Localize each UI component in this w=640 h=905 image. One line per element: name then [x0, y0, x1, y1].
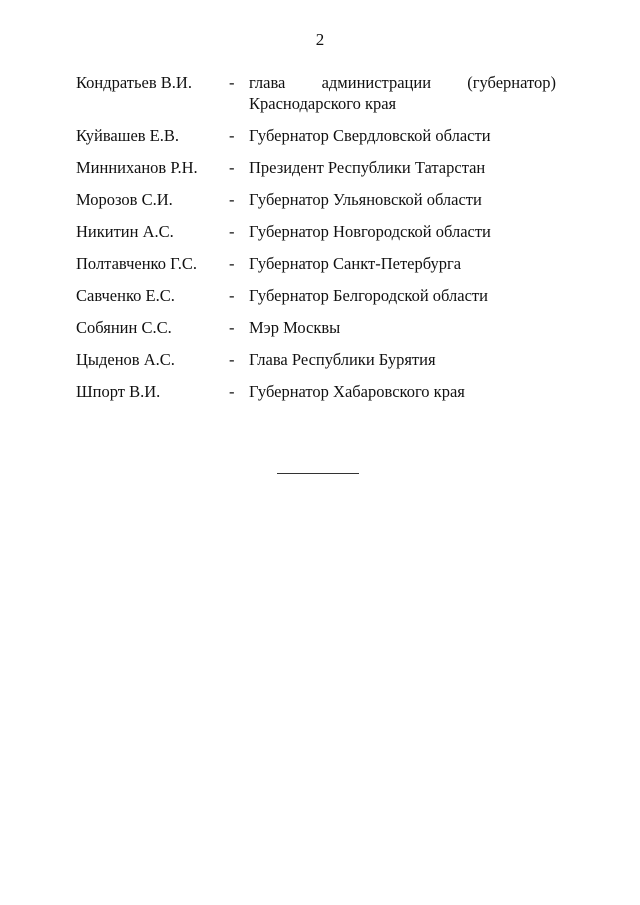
list-item: [0, 221, 640, 242]
separator-dash: -: [229, 382, 235, 401]
member-list: [0, 72, 640, 413]
separator-dash: -: [229, 286, 235, 305]
list-item: [0, 349, 640, 370]
member-name: Цыденов А.С.: [76, 350, 175, 369]
member-name: Минниханов Р.Н.: [76, 158, 198, 177]
member-title-line: Краснодарского края: [249, 94, 397, 113]
member-title: Губернатор Хабаровского края: [249, 382, 465, 401]
separator-dash: -: [229, 222, 235, 241]
member-name: Кондратьев В.И.: [76, 73, 192, 92]
member-title: Губернатор Ульяновской области: [249, 190, 482, 209]
member-name: Шпорт В.И.: [76, 382, 161, 401]
list-item: [0, 285, 640, 306]
member-title: Мэр Москвы: [249, 318, 341, 337]
separator-dash: -: [229, 254, 235, 273]
member-name: Собянин С.С.: [76, 318, 172, 337]
list-item: [0, 317, 640, 338]
member-name: Полтавченко Г.С.: [76, 254, 198, 273]
member-title: Губернатор Белгородской области: [249, 286, 488, 305]
member-name: Куйвашев Е.В.: [76, 126, 180, 145]
end-divider: [277, 473, 359, 474]
member-title: [249, 72, 556, 114]
page-number: 2: [315, 30, 325, 49]
list-item: [0, 157, 640, 178]
member-title-word: (губернатор): [467, 73, 556, 92]
member-title-word: глава: [249, 73, 286, 92]
list-item: [0, 72, 640, 114]
member-title: Губернатор Свердловской области: [249, 126, 491, 145]
member-name: Савченко Е.С.: [76, 286, 175, 305]
separator-dash: -: [229, 190, 235, 209]
separator-dash: -: [229, 158, 235, 177]
member-title: Президент Республики Татарстан: [249, 158, 486, 177]
list-item: [0, 381, 640, 402]
separator-dash: -: [229, 73, 235, 92]
separator-dash: -: [229, 318, 235, 337]
member-title-line: [249, 72, 556, 93]
member-name: Морозов С.И.: [76, 190, 173, 209]
list-item: [0, 189, 640, 210]
member-name: Никитин А.С.: [76, 222, 174, 241]
member-title: Губернатор Новгородской области: [249, 222, 491, 241]
member-title: Глава Республики Бурятия: [249, 350, 436, 369]
list-item: [0, 125, 640, 146]
member-title: Губернатор Санкт-Петербурга: [249, 254, 462, 273]
separator-dash: -: [229, 350, 235, 369]
list-item: [0, 253, 640, 274]
separator-dash: -: [229, 126, 235, 145]
member-title-word: администрации: [321, 73, 432, 92]
